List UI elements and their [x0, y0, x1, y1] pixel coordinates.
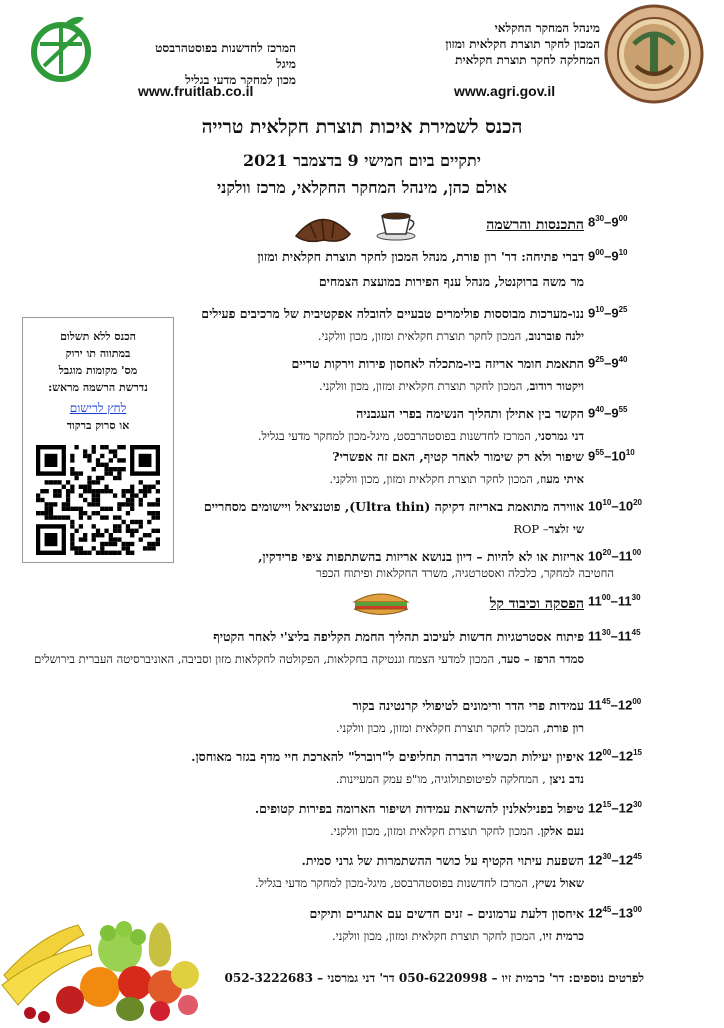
session-title: דברי פתיחה: דר' רון פורת, מנהל המכון לחקר תוצרת חקלאית ומזון	[257, 249, 584, 264]
presenter-affiliation: , המכון למדעי הצמח וגנטיקה בחקלאות, הפקולטה לחקלאות מזון וסביבה, האוניברסיטה העברית בירושלים	[34, 652, 502, 666]
registration-free-text: הכנס ללא תשלום	[60, 330, 136, 343]
registration-green-pass-text: במתווה תו ירוק	[65, 347, 131, 360]
schedule-session	[24, 800, 584, 840]
schedule-time: $11^{45}-12^{00}$	[588, 697, 642, 713]
presenter-name: שי זלצר	[548, 522, 584, 536]
registration-required-text: נדרשת הרשמה מראש:	[48, 381, 148, 394]
schedule-time: $11^{00}-11^{30}$	[588, 593, 641, 609]
presenter-name: רון פורת	[546, 721, 584, 735]
presenter-affiliation: . המכון לחקר תוצרת חקלאית ומזון, מכון וולקני.	[330, 824, 541, 838]
schedule-session	[24, 748, 584, 788]
presenter-name: איתי מעוז	[540, 472, 584, 486]
session-presenter	[24, 428, 584, 445]
session-presenter	[24, 720, 584, 737]
session-title: אריזות או לא להיות – דיון בנושא אריזות בהשתתפות ציפי פרידקין,	[258, 549, 584, 564]
schedule-time: $9^{10}-9^{25}$	[588, 305, 628, 321]
section-title: הפסקה וכיבוד קל	[489, 596, 584, 612]
schedule-time: $11^{30}-11^{45}$	[588, 628, 641, 644]
schedule-time: $12^{30}-12^{45}$	[588, 852, 642, 868]
schedule-time: $10^{10}-10^{20}$	[588, 498, 642, 514]
left-url-link[interactable]: www.fruitlab.co.il	[138, 83, 254, 99]
schedule-time: $12^{00}-12^{15}$	[588, 748, 642, 764]
right-org-line-3: המחלקה לחקר תוצרת חקלאית	[455, 53, 600, 67]
presenter-name: נעם אלקן	[540, 824, 584, 838]
sandwich-icon	[352, 590, 410, 622]
schedule-session	[24, 628, 584, 668]
presenter-name: דני גמרסני	[538, 429, 584, 443]
schedule-time: $9^{00}-9^{10}$	[588, 248, 628, 264]
right-org-line-1: מינהל המחקר החקלאי	[494, 21, 600, 35]
volcani-seal-logo	[604, 4, 704, 104]
session-presenter	[24, 273, 584, 290]
presenter-affiliation: , המרכז לחדשנות בפוסטהרבסט, מיגל-מכון למחקר מדעי בגליל.	[257, 429, 539, 443]
session-presenter	[24, 565, 614, 582]
presenter-affiliation: החטיבה למחקר, כלכלה ואסטרטגיה, משרד החקלאות ופיתוח הכפר	[316, 566, 614, 580]
session-title: הקשר בין אתילן ותהליך הנשימה בפרי העגבניה	[356, 406, 584, 421]
conference-venue: אולם כהן, מינהל המחקר החקלאי, מרכז וולקני	[216, 178, 508, 197]
schedule-session	[24, 448, 584, 488]
session-presenter	[24, 823, 584, 840]
schedule-session	[24, 305, 584, 345]
conference-title: הכנס לשמירת איכות תוצרת חקלאית טרייה	[201, 116, 523, 138]
left-org-line-3: מכון למחקר מדעי בגליל	[185, 73, 296, 87]
session-title: איחסון דלעת ערמונים – זנים חדשים עם אתגרים ותיקים	[309, 906, 584, 921]
schedule-section	[24, 214, 584, 234]
presenter-affiliation: מר משה ברוקנטל, מנהל ענף הפירות במועצת הצמחים	[318, 274, 584, 289]
schedule-time: $10^{20}-11^{00}$	[588, 548, 642, 564]
schedule-session	[24, 355, 584, 395]
presenter-name: שאול נשיץ	[535, 876, 584, 890]
presenter-name: כרמית זיו	[542, 929, 584, 943]
presenter-name: סמדר הרפז – סעד	[501, 652, 584, 666]
presenter-affiliation: , המכון לחקר תוצרת חקלאית ומזון, מכון וולקני.	[319, 379, 530, 393]
session-presenter	[24, 771, 584, 788]
presenter-affiliation: , המכון לחקר תוצרת חקלאית ומזון, מכון וולקני.	[329, 472, 541, 486]
schedule-time: $9^{40}-9^{55}$	[588, 405, 628, 421]
conference-date: יתקיים ביום חמישי 9 בדצמבר 2021	[243, 151, 481, 170]
footer-contact: לפרטים נוספים: דר' כרמית זיו – 050-6220998 דר' דני גמרסני – 052-3222683	[224, 971, 644, 985]
session-presenter	[24, 328, 584, 345]
schedule-time: $8^{30}-9^{00}$	[588, 214, 628, 230]
left-org-line-1: המרכז לחדשנות בפוסטהרבסט	[155, 41, 296, 55]
schedule-time: $9^{25}-9^{40}$	[588, 355, 628, 371]
session-presenter	[24, 521, 584, 538]
registration-limited-text: מס' מקומות מוגבל	[58, 364, 138, 377]
schedule-session	[24, 852, 584, 892]
registration-link[interactable]: לחץ לרישום	[69, 401, 127, 415]
schedule-session	[24, 498, 584, 538]
schedule-time: $12^{15}-12^{30}$	[588, 800, 642, 816]
presenter-affiliation: , המחלקה לפיטופתולוגיה, מו"פ עמק המעיינות.	[335, 772, 550, 786]
session-title: התאמת חומר אריזה ביו-מתכלה לאחסון פירות וירקות טריים	[291, 356, 584, 371]
session-title: איפיון יעילות תכשירי הדברה תחליפים ל"רוברל" להארכת חיי מדף בגזר מאוחסן.	[191, 749, 584, 764]
session-title: אווירה מתואמת באריזה דקיקה (Ultra thin), פוטנציאל ויישומים מסחריים	[203, 499, 584, 514]
presenter-affiliation: , המרכז לחדשנות בפוסטהרבסט, מיגל-מכון למחקר מדעי בגליל.	[254, 876, 536, 890]
session-title: שיפור ולא רק שימור לאחר קטיף, האם זה אפשרי?	[332, 449, 584, 464]
right-org-line-2: המכון לחקר תוצרת חקלאית ומזון	[445, 37, 600, 51]
presenter-affiliation: – ROP	[513, 522, 549, 536]
schedule-session	[24, 548, 614, 582]
session-title: טיפול בפניל‏אלנין להשראת עמידות ושיפור הארומה בפירות קטופים.	[254, 801, 584, 816]
session-title: עמידות פרי הדר ורימונים לטיפולי קרנטינה בקור	[352, 698, 584, 713]
presenter-affiliation: , המכון לחקר תוצרת חקלאית ומזון, מכון וולקני.	[331, 929, 543, 943]
presenter-name: נדב ניצן	[549, 772, 584, 786]
presenter-affiliation: , המכון לחקר תוצרת חקלאית ומזון, מכון וולקני.	[317, 329, 529, 343]
schedule-session	[24, 405, 584, 445]
session-title: פיתוח אסטרטגיות חדשות לעיכוב תהליך החמת הקליפה בליצ'י לאחר הקטיף	[213, 629, 584, 644]
presenter-name: ילנה פוברנוב	[528, 329, 584, 343]
section-title: התכנסות והרשמה	[486, 217, 584, 233]
registration-scan-text: או סרוק ברקוד	[66, 419, 130, 432]
schedule-time: $9^{55}-10^{10}$	[588, 448, 635, 464]
fruit-basket-image	[0, 905, 205, 1024]
schedule-session	[24, 248, 584, 290]
session-presenter	[24, 471, 584, 488]
left-org-line-2: מיגל	[276, 57, 296, 71]
schedule-time: $12^{45}-13^{00}$	[588, 905, 642, 921]
schedule-session	[24, 697, 584, 737]
presenter-name: ויקטור רודוב	[529, 379, 584, 393]
right-url-link[interactable]: www.agri.gov.il	[454, 83, 556, 99]
session-presenter	[24, 651, 584, 668]
session-title: ננו-מערכות מבוססות פולימרים טבעיים להובלה אפקטיבית של מרכיבים פעילים	[201, 306, 584, 321]
schedule-section	[24, 593, 584, 613]
session-title: השפעת עיתוי הקטיף על כושר ההשתמרות של גרני סמית.	[301, 853, 584, 868]
presenter-affiliation: , המכון לחקר תוצרת חקלאית ומזון, מכון וולקני.	[335, 721, 547, 735]
session-presenter	[24, 378, 584, 395]
session-presenter	[24, 875, 584, 892]
